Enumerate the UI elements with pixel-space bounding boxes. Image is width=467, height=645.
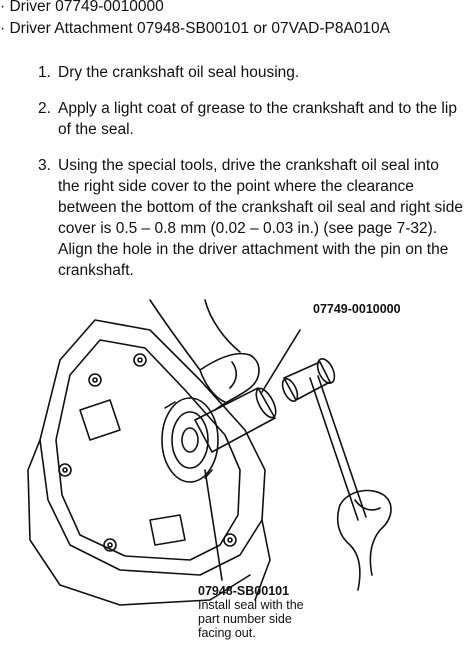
right-hand <box>338 490 391 590</box>
step-number: 1. <box>38 64 51 81</box>
procedure-steps <box>38 62 463 296</box>
step-number: 3. <box>38 157 51 174</box>
tool-driver-attachment: · Driver Attachment 07948-SB00101 or 07VAD-P8A010A <box>0 20 391 37</box>
attachment-part-number: 07948-SB00101 <box>198 584 290 598</box>
tool-driver: · Driver 07749-0010000 <box>0 0 164 15</box>
attachment-note-line: Install seal with the <box>198 598 304 612</box>
attachment-callout <box>198 584 304 640</box>
oil-seal-attachment <box>162 398 218 482</box>
step-3 <box>38 155 463 281</box>
engine-side-cover <box>28 320 270 605</box>
special-tools-list <box>0 0 390 40</box>
step-text: Apply a light coat of grease to the crankshaft and to the lip of the seal. <box>58 100 457 138</box>
step-2 <box>38 98 463 140</box>
step-1 <box>38 62 463 83</box>
driver-callout: 07749-0010000 <box>313 302 401 316</box>
attachment-note-line: facing out. <box>198 626 256 640</box>
hammer <box>279 356 366 520</box>
step-text: Dry the crankshaft oil seal housing. <box>58 64 300 81</box>
attachment-note-line: part number side <box>198 612 292 626</box>
attachment-leader-line <box>205 470 222 580</box>
left-hand <box>150 300 259 410</box>
step-number: 2. <box>38 100 51 117</box>
step-text: Using the special tools, drive the crankshaft oil seal into the right side cover to the point where the clearance between the bottom of the crankshaft oil seal and right side cover is 0.5 – 0.8 mm (0.02 – 0.03 in.) (see page 7-32). Align the hole in the driver attachment with the pin on the crankshaft. <box>58 157 463 279</box>
